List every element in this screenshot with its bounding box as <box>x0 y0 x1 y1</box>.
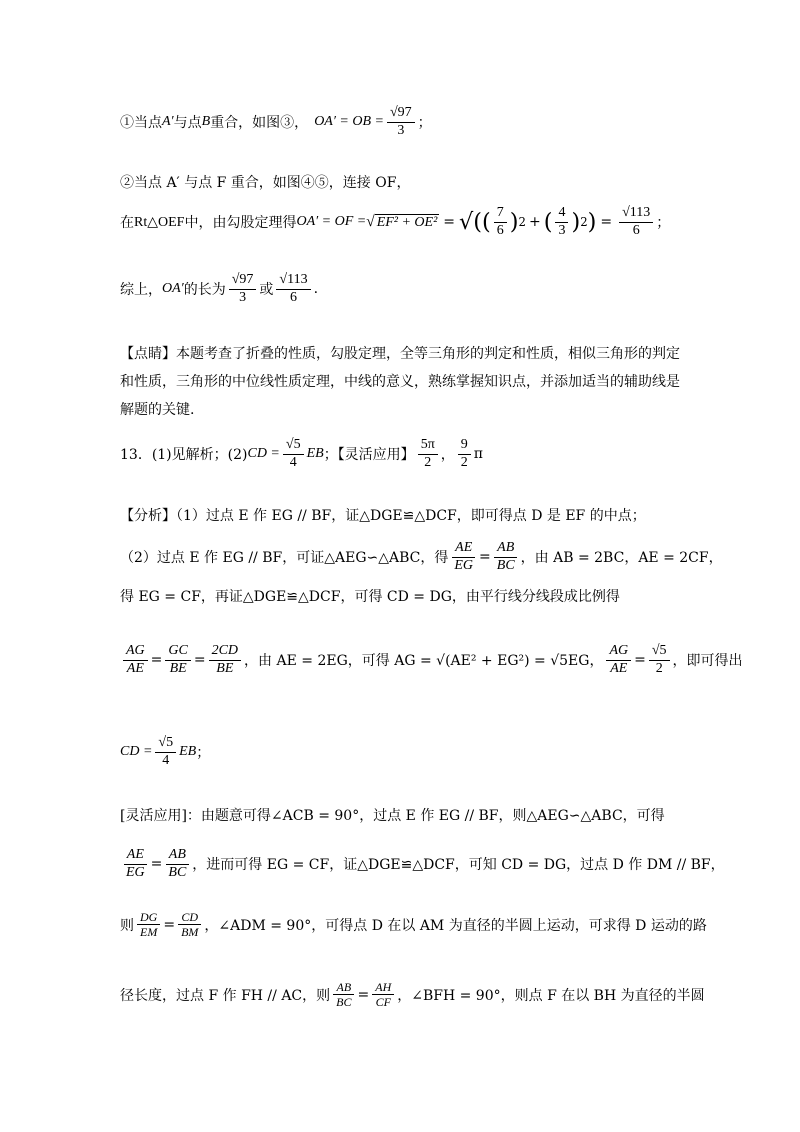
numerator: 4 <box>555 205 568 223</box>
math-var: EB <box>306 446 324 462</box>
denominator: 2 <box>655 660 663 676</box>
fraction <box>494 205 507 240</box>
line-analysis-5 <box>120 735 210 770</box>
line-flexible-1 <box>120 805 665 825</box>
text: [灵活应用]：由题意可得∠ACB = 90°，过点 E 作 EG // BF，则△AEG∽△ABC，可得 <box>120 808 665 824</box>
equation: CD = <box>247 446 280 462</box>
numerator: √97 <box>387 105 415 123</box>
text: 【分析】（1）过点 E 作 EG // BF，证△DGE≌△DCF，即可得点 D 是 EF 的中点； <box>120 508 646 524</box>
numerator: AE <box>124 847 147 865</box>
text: ，∠ADM = 90°，可得点 D 在以 AM 为直径的半圆上运动，可求得 D 运动的路 <box>204 917 707 934</box>
denominator: 4 <box>162 752 170 768</box>
numerator: √5 <box>283 437 304 455</box>
fraction <box>137 910 160 940</box>
numerator: AE <box>452 540 475 558</box>
numerator: AB <box>494 540 517 558</box>
text: 中，由勾股定理得 <box>184 215 297 232</box>
line-flexible-3 <box>120 910 707 940</box>
fraction <box>555 205 568 240</box>
text: ②当点 A′ 与点 F 重合，如图④⑤，连接 OF， <box>120 175 411 191</box>
fraction <box>451 540 476 575</box>
denominator: 6 <box>496 222 504 238</box>
numerator: 7 <box>494 205 507 223</box>
line-analysis-2 <box>120 540 723 575</box>
text: 在 <box>120 215 134 232</box>
numerator: AB <box>166 847 189 865</box>
equals: = <box>479 549 491 566</box>
numerator: √97 <box>229 272 257 290</box>
numerator: √113 <box>276 272 310 290</box>
denominator: BM <box>181 925 199 940</box>
text: ，由 AB = 2BC，AE = 2CF， <box>520 550 723 567</box>
numerator: 9 <box>458 437 471 455</box>
text: ； <box>196 745 211 762</box>
text: ； <box>656 215 671 232</box>
denominator: EM <box>140 925 158 940</box>
line-flexible-4 <box>120 980 705 1010</box>
math-var: OA′ <box>162 281 184 297</box>
numerator: AH <box>372 980 394 995</box>
fraction <box>494 540 518 575</box>
numerator: AG <box>606 643 631 661</box>
fraction <box>229 272 257 307</box>
equals: = <box>163 916 176 933</box>
fraction <box>155 735 176 770</box>
fraction <box>165 847 189 882</box>
numerator: AG <box>123 643 148 661</box>
equals: = <box>443 214 456 231</box>
numerator: √5 <box>155 735 176 753</box>
line-case-2 <box>120 172 410 192</box>
fraction <box>178 910 201 940</box>
text: （2）过点 E 作 EG // BF，可证△AEG∽△ABC，得 <box>120 550 449 567</box>
numerator: √113 <box>619 205 653 223</box>
denominator: 3 <box>239 289 247 305</box>
fraction <box>209 643 241 678</box>
fraction <box>283 437 304 472</box>
denominator: 3 <box>558 222 566 238</box>
text: ；【灵活应用】 <box>323 447 415 464</box>
fraction <box>372 980 394 1010</box>
denominator: 6 <box>632 222 640 238</box>
sqrt: √ EF² + OE² <box>366 212 438 230</box>
denominator: AE <box>126 660 144 676</box>
line-case-1 <box>120 105 432 140</box>
text: 或 <box>259 282 274 299</box>
text: 13．(1)见解析；(2) <box>120 447 248 464</box>
denominator: 4 <box>289 454 297 470</box>
equals: = <box>150 652 163 669</box>
text: 综上， <box>120 282 162 299</box>
denominator: CF <box>375 995 391 1010</box>
line-analysis-4 <box>120 643 743 678</box>
math-var: B <box>201 114 211 130</box>
numerator: CD <box>178 910 201 925</box>
text: 的长为 <box>183 282 226 299</box>
numerator: 2CD <box>209 643 241 661</box>
line-summary <box>120 272 318 307</box>
line-answer-13 <box>120 437 483 472</box>
denominator: AE <box>610 660 628 676</box>
text: ①当点 <box>120 115 162 132</box>
math-var: EB <box>179 744 197 760</box>
numerator: √5 <box>649 643 670 661</box>
numerator: 5π <box>418 437 438 455</box>
denominator: 6 <box>290 289 297 305</box>
denominator: BE <box>169 660 187 676</box>
text: 得 EG = CF，再证△DGE≌△DCF，可得 CD = DG，由平行线分线段成比例得 <box>120 589 620 605</box>
fraction <box>276 272 310 307</box>
fraction <box>649 643 670 678</box>
equals: = <box>600 214 613 231</box>
equation: CD = <box>120 744 153 760</box>
math-var: A′ <box>162 114 174 130</box>
text: ， <box>440 447 455 464</box>
denominator: 3 <box>397 122 405 138</box>
text: 与点 <box>173 115 202 132</box>
text: ，由 AE = 2EG，可得 AG = √(AE² + EG²) = √5EG， <box>244 653 604 670</box>
fraction <box>418 437 438 472</box>
fraction <box>123 643 148 678</box>
numerator: DG <box>137 910 160 925</box>
equation: OA′ = OF = <box>296 214 367 230</box>
denominator: BC <box>168 864 187 880</box>
text: ，∠BFH = 90°，则点 F 在以 BH 为直径的半圆 <box>397 987 705 1004</box>
line-analysis-3 <box>120 586 620 606</box>
equals: = <box>357 986 370 1003</box>
text: ； <box>417 115 432 132</box>
text: 重合，如图③， <box>210 115 309 132</box>
equals: = <box>150 856 163 873</box>
denominator: BE <box>216 660 234 676</box>
numerator: GC <box>165 643 190 661</box>
line-pythagoras: 在 Rt△OEF 中，由勾股定理得 OA′ = OF = √ EF² + OE² = √( ( $\frac{7}{6}$ ) 2 + ( $\frac{4}{3}$ ) 2 ) = $\frac{√113}{6}$ ； <box>120 205 671 238</box>
triangle-label: Rt△OEF <box>134 214 185 230</box>
line-flexible-2 <box>120 847 725 882</box>
commentary-paragraph: 【点睛】本题考查了折叠的性质，勾股定理，全等三角形的判定和性质，相似三角形的判定和性质，三角形的中位线性质定理，中线的意义，熟练掌握知识点，并添加适当的辅助线是解题的关键. <box>120 346 680 418</box>
fraction <box>458 437 471 472</box>
denominator: EG <box>454 557 474 573</box>
fraction <box>606 643 631 678</box>
equals: = <box>193 652 206 669</box>
denominator: 2 <box>424 454 432 470</box>
denominator: BC <box>496 557 515 573</box>
equation: OA′ = OB = <box>314 114 384 130</box>
text: ，进而可得 EG = CF，证△DGE≌△DCF，可知 CD = DG，过点 D 作 DM // BF， <box>192 857 725 874</box>
fraction <box>333 980 354 1010</box>
fraction <box>165 643 190 678</box>
text: 则 <box>120 917 134 934</box>
fraction <box>123 847 148 882</box>
text: 径长度，过点 F 作 FH // AC，则 <box>120 987 331 1004</box>
equals: = <box>634 652 646 669</box>
text: ，即可得出 <box>672 653 743 670</box>
line-analysis-1 <box>120 505 646 525</box>
pi-symbol: π <box>473 446 483 463</box>
numerator: AB <box>333 980 354 995</box>
radicand: EF² + OE² <box>376 214 438 230</box>
denominator: BC <box>336 995 352 1010</box>
fraction <box>387 105 415 140</box>
denominator: EG <box>126 864 145 880</box>
denominator: 2 <box>460 454 468 470</box>
text: . <box>313 281 319 298</box>
fraction <box>619 205 653 240</box>
